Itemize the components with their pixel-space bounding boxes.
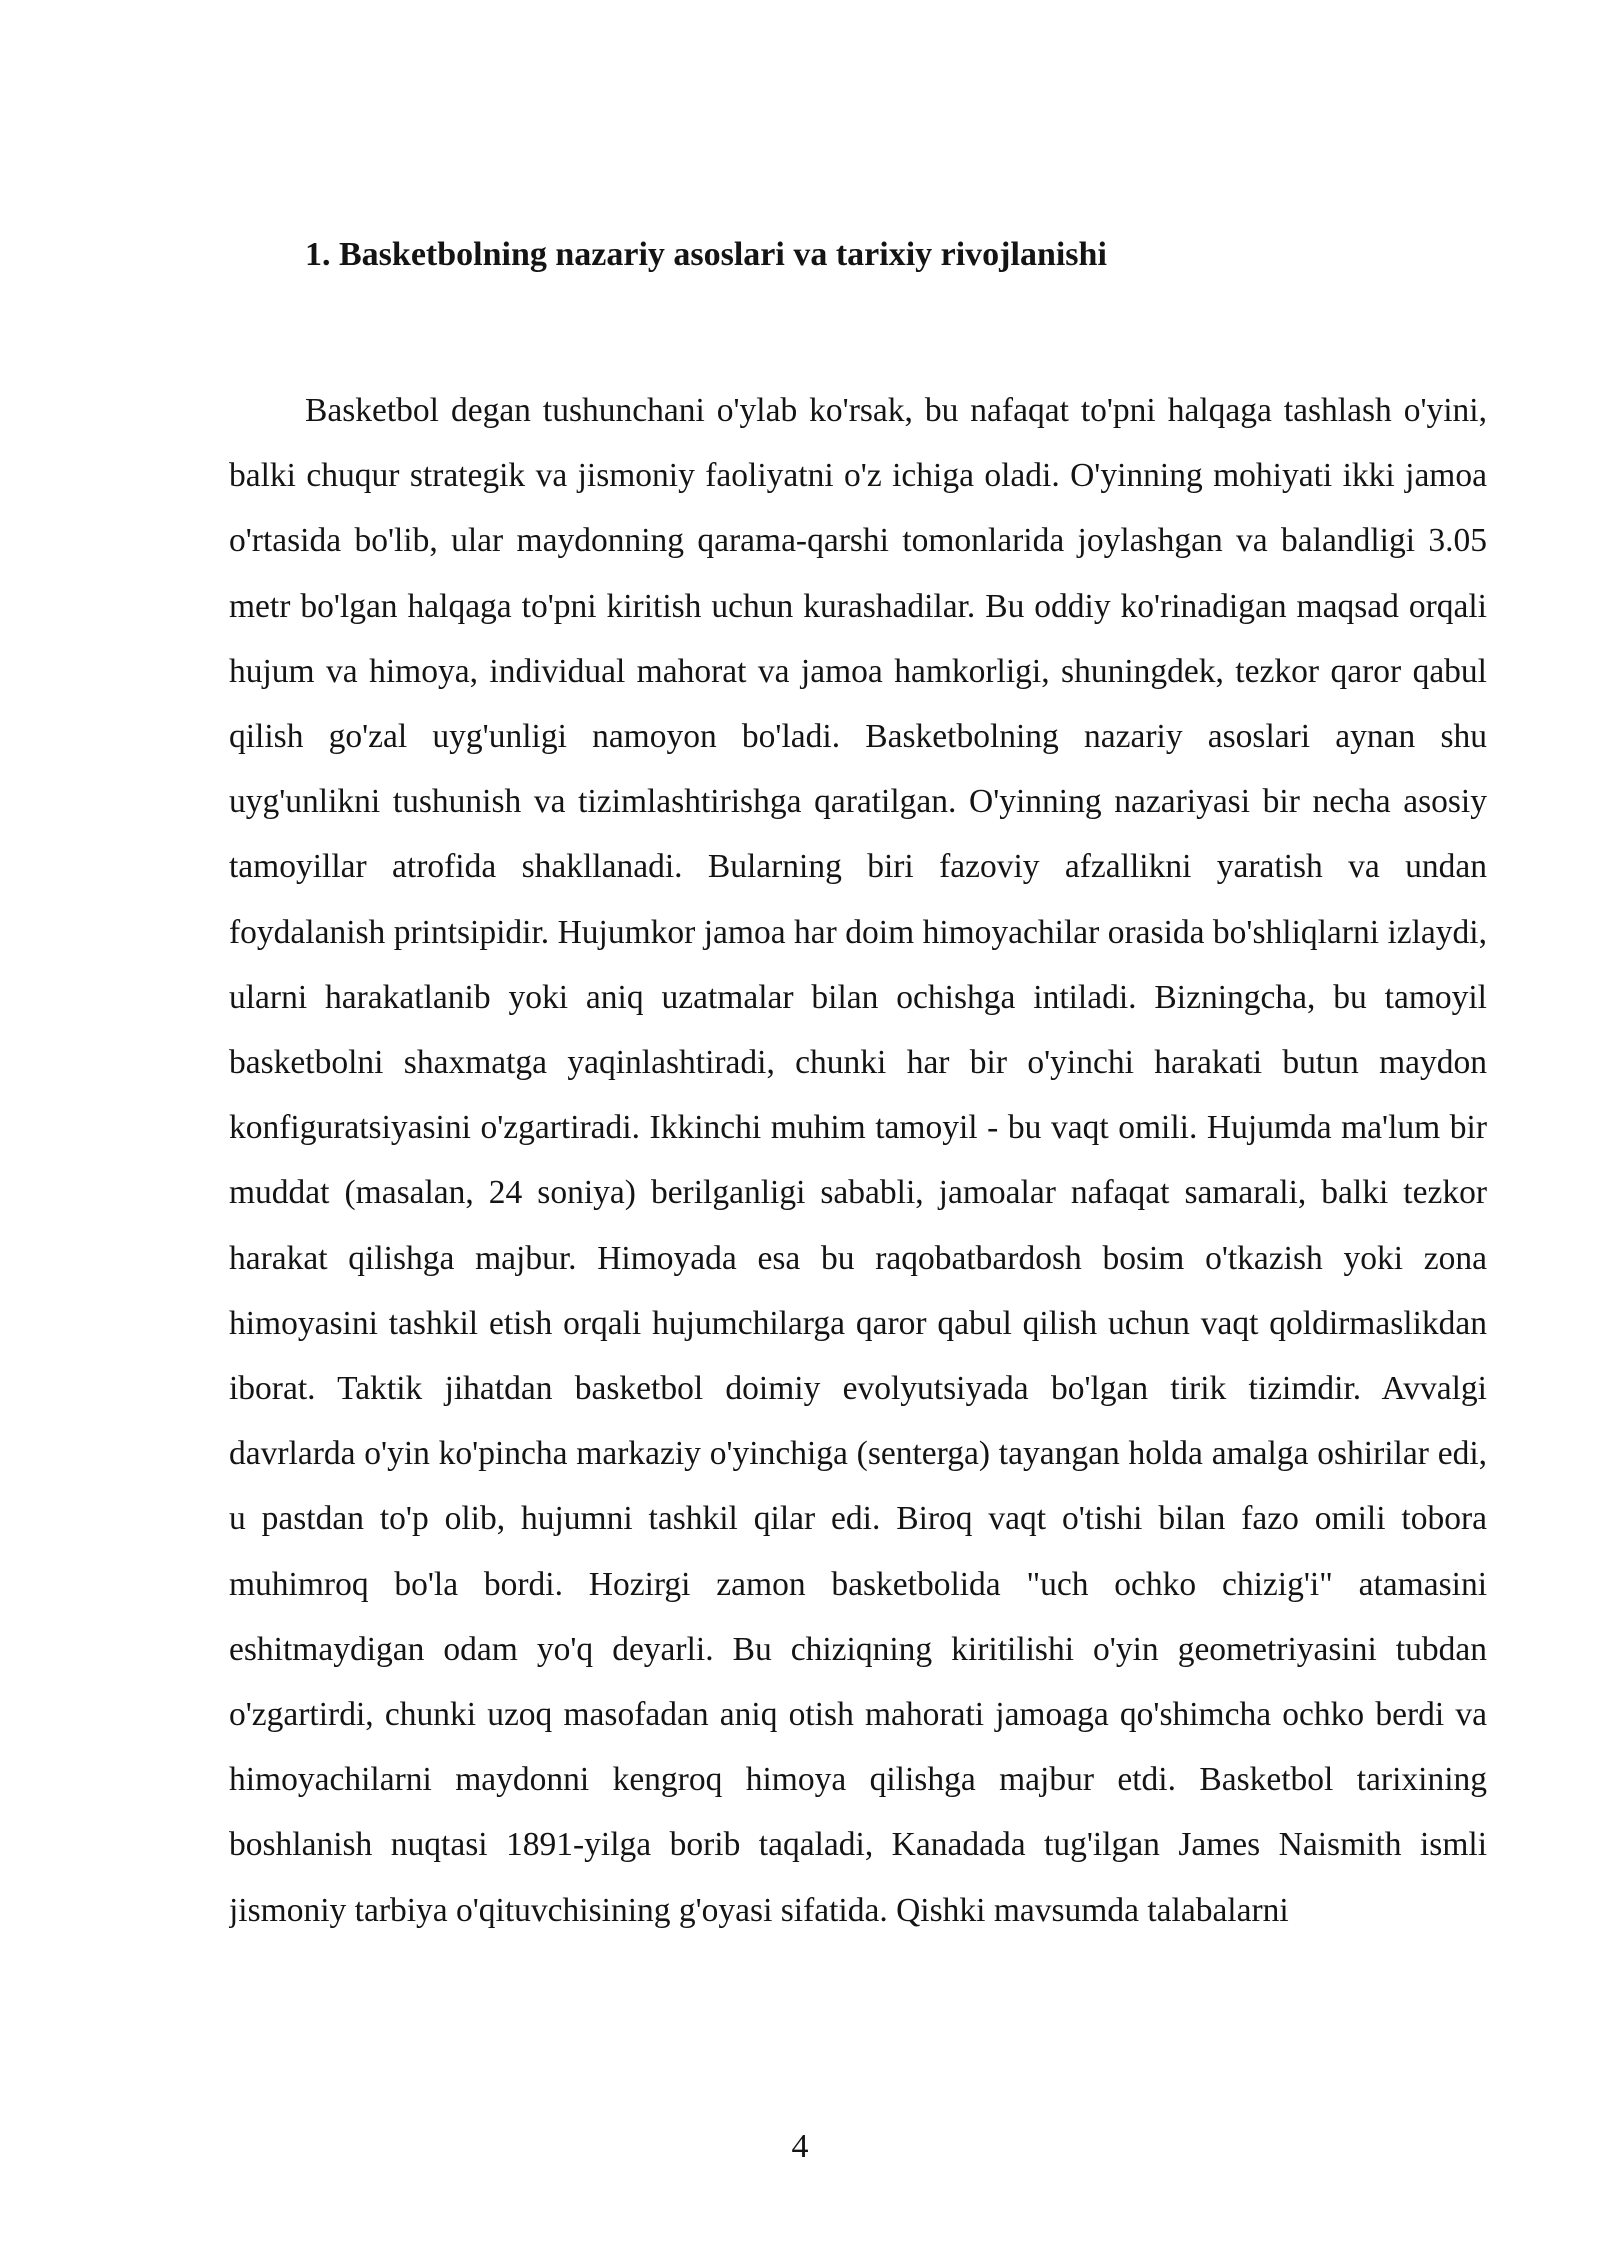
body-paragraph: Basketbol degan tushunchani o'ylab ko'rsak, bu nafaqat to'pni halqaga tashlash o'yini, balki chuqur strategik va jismoniy faoliyatni o'z ichiga oladi. O'yinning mohiyati ikki jamoa o'rtasida bo'lib, ular maydonning qarama-qarshi tomonlarida joylashgan va balandligi 3.05 metr bo'lgan halqaga to'pni kiritish uchun kurashadilar. Bu oddiy ko'rinadigan maqsad orqali hujum va himoya, individual mahorat va jamoa hamkorligi, shuningdek, tezkor qaror qabul qilish go'zal uyg'unligi namoyon bo'ladi. Basketbolning nazariy asoslari aynan shu uyg'unlikni tushunish va tizimlashtirishga qaratilgan. O'yinning nazariyasi bir necha asosiy tamoyillar atrofida shakllanadi. Bularning biri fazoviy afzallikni yaratish va undan foydalanish printsipidir. Hujumkor jamoa har doim himoyachilar orasida bo'shliqlarni izlaydi, ularni harakatlanib yoki aniq uzatmalar bilan ochishga intiladi. Bizningcha, bu tamoyil basketbolni shaxmatga yaqinlashtiradi, chunki har bir o'yinchi harakati butun maydon konfiguratsiyasini o'zgartiradi. Ikkinchi muhim tamoyil - bu vaqt omili. Hujumda ma'lum bir muddat (masalan, 24 soniya) berilganligi sababli, jamoalar nafaqat samarali, balki tezkor harakat qilishga majbur. Himoyada esa bu raqobatbardosh bosim o'tkazish yoki zona himoyasini tashkil etish orqali hujumchilarga qaror qabul qilish uchun vaqt qoldirmaslikdan iborat. Taktik jihatdan basketbol doimiy evolyutsiyada bo'lgan tirik tizimdir. Avvalgi davrlarda o'yin ko'pincha markaziy o'yinchiga (senterga) tayangan holda amalga oshirilar edi, u pastdan to'p olib, hujumni tashkil qilar edi. Biroq vaqt o'tishi bilan fazo omili tobora muhimroq bo'la bordi. Hozirgi zamon basketbolida "uch ochko chizig'i" atamasini eshitmaydigan odam yo'q deyarli. Bu chiziqning kiritilishi o'yin geometriyasini tubdan o'zgartirdi, chunki uzoq masofadan aniq otish mahorati jamoaga qo'shimcha ochko berdi va himoyachilarni maydonni kengroq himoya qilishga majbur etdi. Basketbol tarixining boshlanish nuqtasi 1891-yilga borib taqaladi, Kanadada tug'ilgan James Naismith ismli jismoniy tarbiya o'qituvchisining g'oyasi sifatida. Qishki mavsumda talabalarni xyxy=(229,392,1487,1929)
page-number: 4 xyxy=(791,2128,809,2165)
section-heading: 1. Basketbolning nazariy asoslari va tarixiy rivojlanishi xyxy=(305,236,1107,273)
body-text xyxy=(229,378,1487,2102)
